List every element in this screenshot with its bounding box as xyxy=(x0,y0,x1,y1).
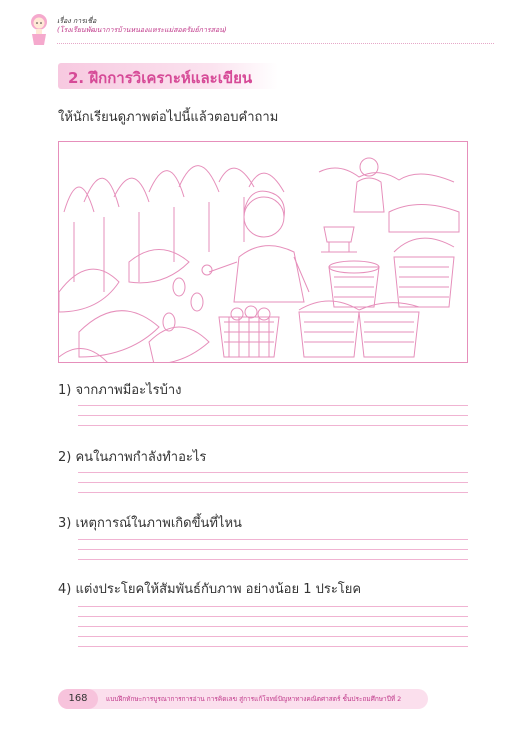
answer-line[interactable] xyxy=(78,636,468,637)
question-3-text: เหตุการณ์ในภาพเกิดขึ้นที่ไหน xyxy=(75,516,242,531)
answer-lines-4[interactable] xyxy=(78,606,468,656)
answer-line[interactable] xyxy=(78,472,468,473)
question-2-text: คนในภาพกำลังทำอะไร xyxy=(75,450,207,465)
answer-line[interactable] xyxy=(78,559,468,560)
answer-lines-3[interactable] xyxy=(78,539,468,569)
answer-lines-2[interactable] xyxy=(78,472,468,502)
header-title xyxy=(57,17,227,35)
answer-line[interactable] xyxy=(78,425,468,426)
market-vendor-illustration xyxy=(58,141,468,363)
question-1 xyxy=(58,379,182,400)
answer-line[interactable] xyxy=(78,549,468,550)
question-2 xyxy=(58,446,206,467)
answer-line[interactable] xyxy=(78,539,468,540)
section-title: 2. ฝึกการวิเคราะห์และเขียน xyxy=(68,69,253,87)
answer-line[interactable] xyxy=(78,626,468,627)
question-4-text: แต่งประโยคให้สัมพันธ์กับภาพ อย่างน้อย 1 ประโยค xyxy=(75,582,362,597)
page-number: 168 xyxy=(58,689,98,709)
answer-line[interactable] xyxy=(78,646,468,647)
question-3-number: 3) xyxy=(58,516,72,531)
question-4 xyxy=(58,578,361,599)
question-2-number: 2) xyxy=(58,450,72,465)
illustration-drawing xyxy=(59,142,468,363)
question-1-text: จากภาพมีอะไรบ้าง xyxy=(75,383,182,398)
question-4-number: 4) xyxy=(58,582,72,597)
answer-line[interactable] xyxy=(78,405,468,406)
answer-line[interactable] xyxy=(78,415,468,416)
question-1-number: 1) xyxy=(58,383,72,398)
answer-line[interactable] xyxy=(78,606,468,607)
question-3 xyxy=(58,512,242,533)
mascot-icon xyxy=(28,12,50,48)
answer-line[interactable] xyxy=(78,482,468,483)
instruction-text: ให้นักเรียนดูภาพต่อไปนี้แล้วตอบคำถาม xyxy=(58,110,279,125)
header-line-1: เรื่อง การเชื่อ xyxy=(57,17,97,25)
footer-text: แบบฝึกทักษะการบูรณาการการอ่าน การคิดเลข สู่การแก้โจทย์ปัญหาทางคณิตศาสตร์ ชั้นประถมศึกษาปีที่ 2 xyxy=(106,695,402,703)
answer-line[interactable] xyxy=(78,616,468,617)
answer-line[interactable] xyxy=(78,492,468,493)
header-divider xyxy=(57,43,494,44)
answer-lines-1[interactable] xyxy=(78,405,468,435)
header-line-2: (โรงเรียนพัฒนาการบ้านหนองแหระแม่สอดรัมย์การสอน) xyxy=(57,26,227,34)
